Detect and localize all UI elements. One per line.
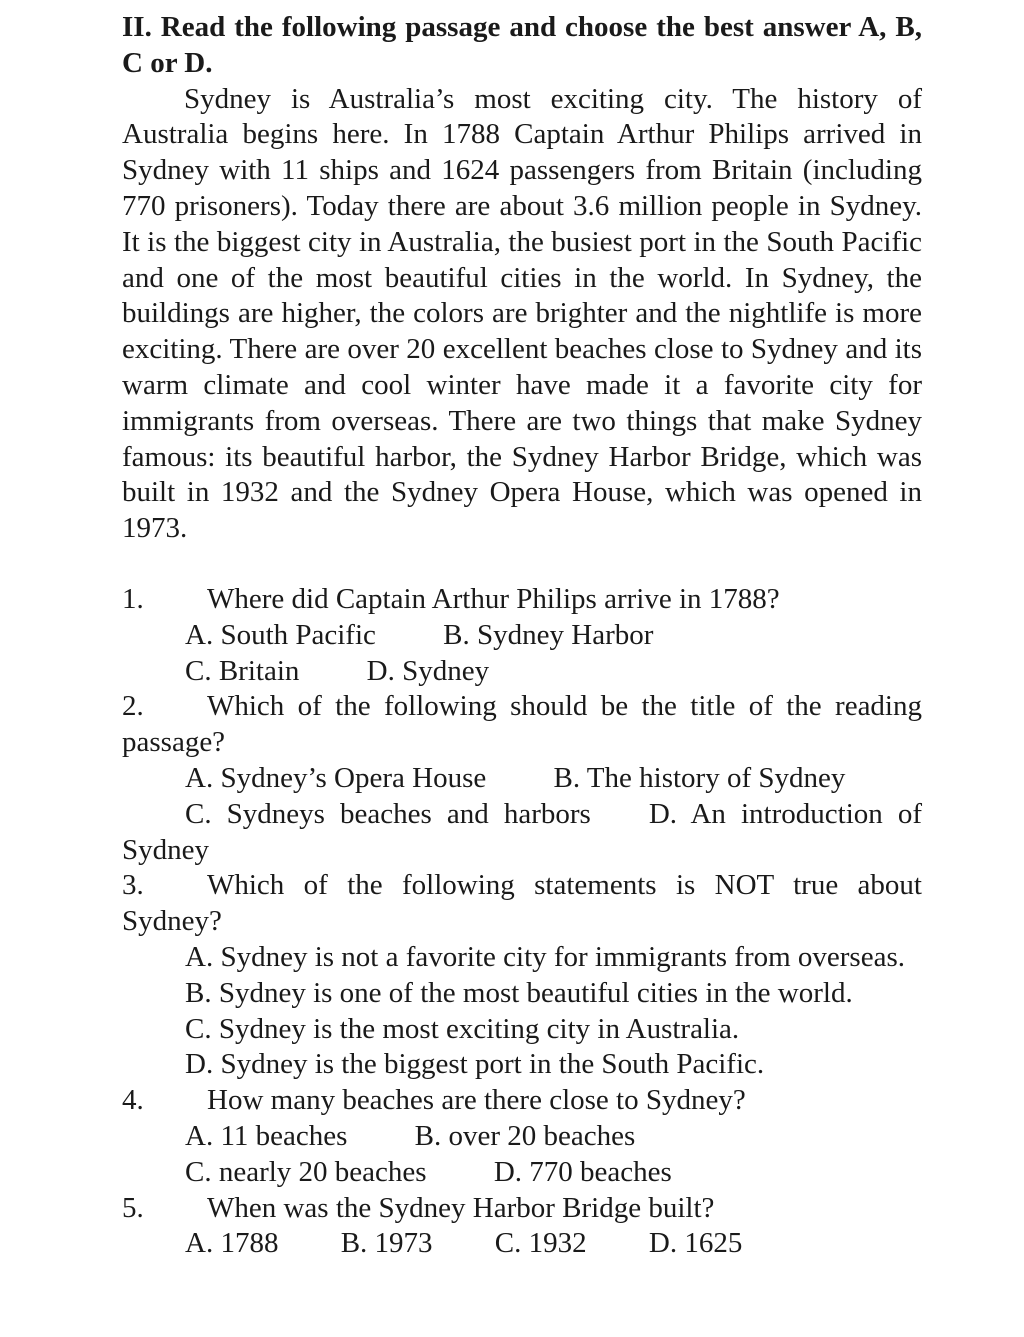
question-1 bbox=[122, 582, 922, 689]
question-2 bbox=[122, 689, 922, 868]
worksheet bbox=[122, 10, 922, 1262]
question-number: 4. bbox=[122, 1084, 144, 1117]
question-number: 2. bbox=[122, 690, 144, 723]
question-text: Which of the following should be the title of the reading passage? bbox=[122, 690, 922, 759]
question-5 bbox=[122, 1191, 922, 1263]
reading-passage: Sydney is Australia’s most exciting city. The history of Australia begins here. In 1788 Captain Arthur Philips arrived in Sydney with 11 ships and 1624 passengers from Britain (including 770 prisoners). Today there are about 3.6 million people in Sydney. It is the biggest city in Australia, the busiest port in the South Pacific and one of the most beautiful cities in the world. In Sydney, the buildings are higher, the colors are brighter and the nightlife is more exciting. There are over 20 excellent beaches close to Sydney and its warm climate and cool winter have made it a favorite city for immigrants from overseas. There are two things that make Sydney famous: its beautiful harbor, the Sydney Harbor Bridge, which was built in 1932 and the Sydney Opera House, which was opened in 1973. bbox=[122, 82, 922, 545]
option-a[interactable]: A. Sydney’s Opera House bbox=[185, 761, 487, 794]
option-d[interactable]: D. An introduction of Sydney bbox=[122, 797, 922, 866]
option-c[interactable]: C. Britain bbox=[185, 654, 300, 687]
option-b[interactable]: B. The history of Sydney bbox=[553, 761, 846, 794]
option-d[interactable]: D. Sydney bbox=[366, 654, 490, 687]
option-b[interactable]: B. over 20 beaches bbox=[414, 1119, 636, 1152]
option-d[interactable]: D. Sydney is the biggest port in the South Pacific. bbox=[185, 1048, 765, 1081]
question-number: 1. bbox=[122, 582, 144, 615]
question-number: 5. bbox=[122, 1191, 144, 1224]
question-3 bbox=[122, 868, 922, 1083]
section-heading: II. Read the following passage and choose the best answer A, B, C or D. bbox=[122, 11, 922, 79]
option-c[interactable]: C. 1932 bbox=[494, 1227, 587, 1260]
option-a[interactable]: A. South Pacific bbox=[185, 618, 376, 651]
question-number: 3. bbox=[122, 869, 144, 902]
question-text: How many beaches are there close to Sydney? bbox=[207, 1084, 746, 1117]
option-b[interactable]: B. Sydney Harbor bbox=[443, 618, 654, 651]
option-a[interactable]: A. 1788 bbox=[185, 1227, 279, 1260]
option-c[interactable]: C. nearly 20 beaches bbox=[185, 1155, 427, 1188]
question-list bbox=[122, 582, 922, 1262]
option-b[interactable]: B. Sydney is one of the most beautiful cities in the world. bbox=[185, 976, 853, 1009]
option-c[interactable]: C. Sydney is the most exciting city in Australia. bbox=[185, 1012, 740, 1045]
question-text: When was the Sydney Harbor Bridge built? bbox=[207, 1191, 715, 1224]
option-d[interactable]: D. 1625 bbox=[648, 1227, 743, 1260]
option-d[interactable]: D. 770 beaches bbox=[493, 1155, 672, 1188]
question-text: Where did Captain Arthur Philips arrive in 1788? bbox=[207, 582, 780, 615]
question-text: Which of the following statements is NOT true about Sydney? bbox=[122, 869, 922, 938]
option-a[interactable]: A. 11 beaches bbox=[185, 1119, 348, 1152]
option-a[interactable]: A. Sydney is not a favorite city for immigrants from overseas. bbox=[185, 940, 906, 973]
question-4 bbox=[122, 1083, 922, 1190]
option-b[interactable]: B. 1973 bbox=[340, 1227, 433, 1260]
option-c[interactable]: C. Sydneys beaches and harbors bbox=[185, 797, 591, 830]
